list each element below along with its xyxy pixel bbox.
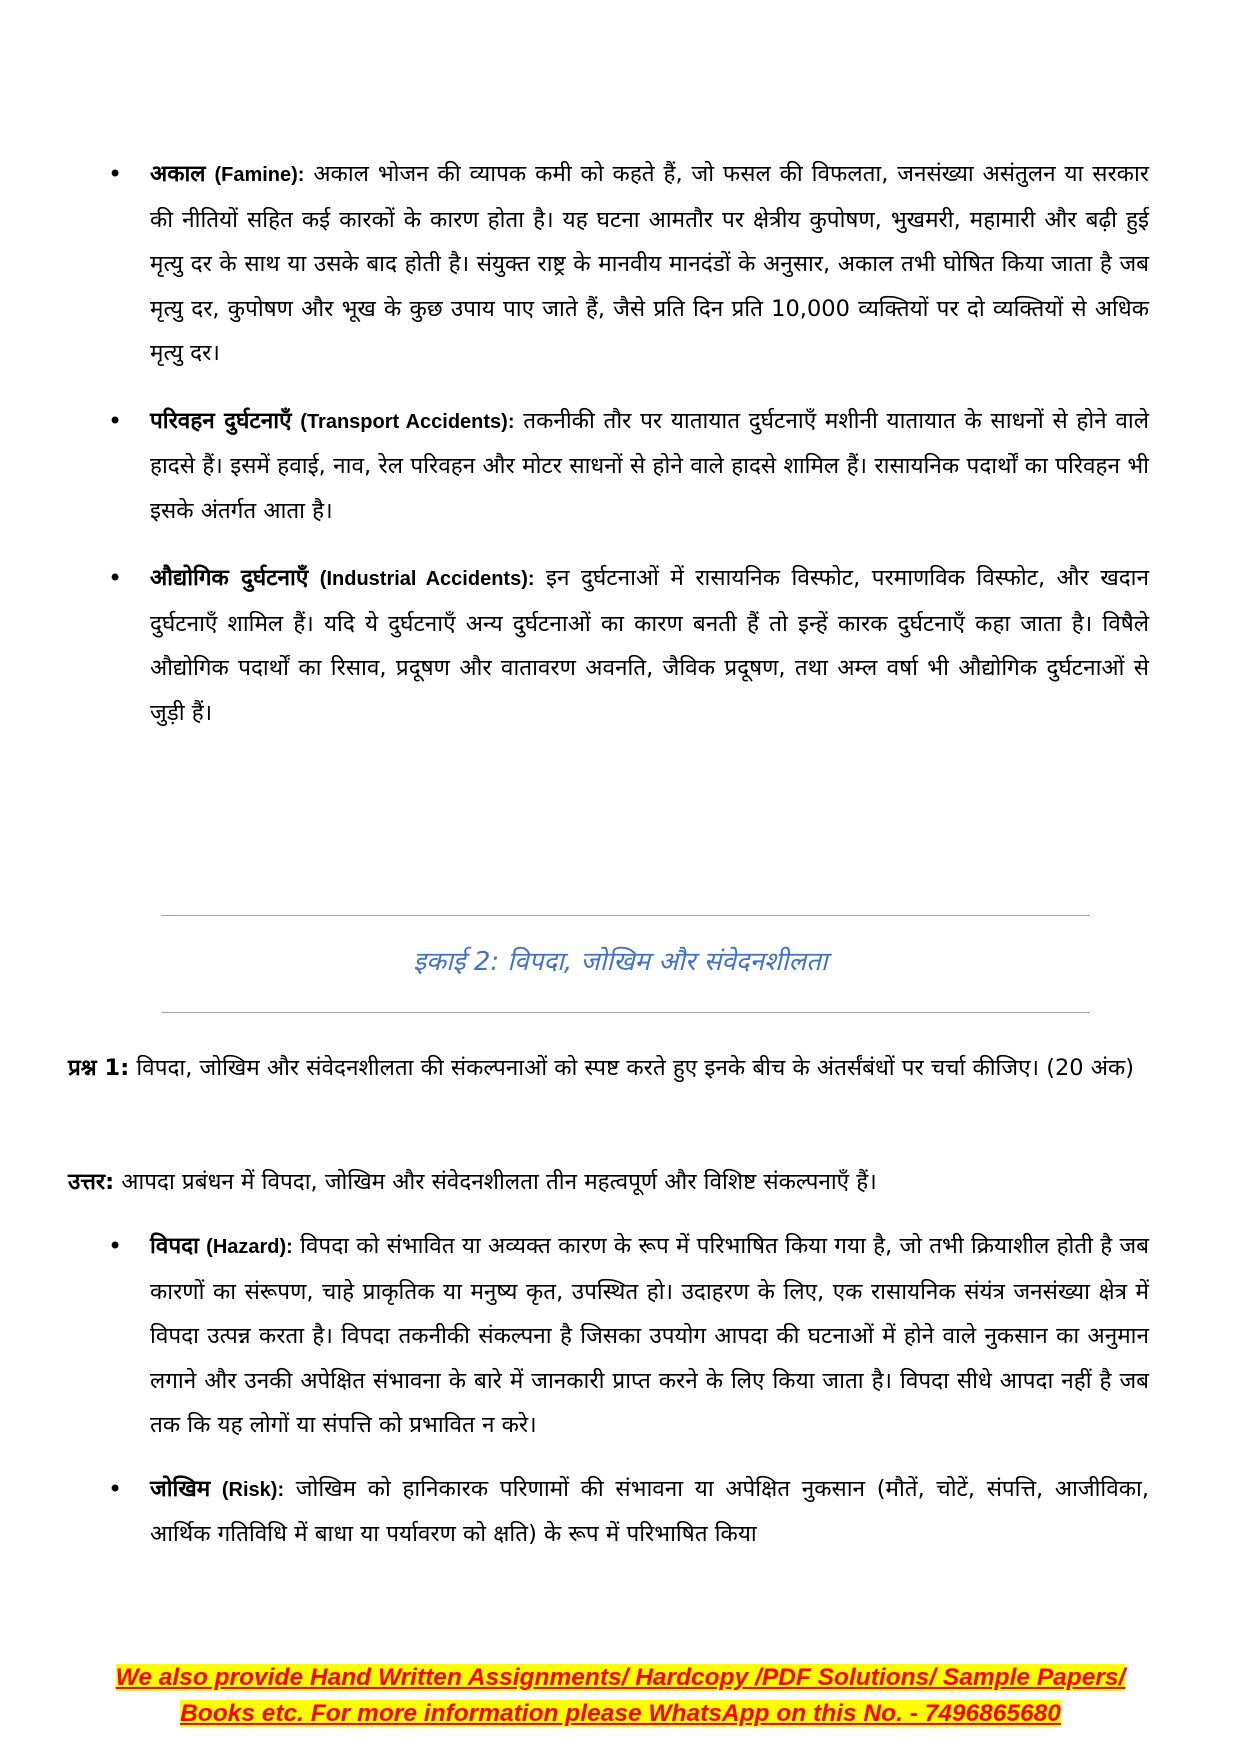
answer-text: आपदा प्रबंधन में विपदा, जोखिम और संवेदनशीलता तीन महत्वपूर्ण और विशिष्ट संकल्पनाएँ हैं। [114, 1169, 877, 1195]
paragraph-famine [150, 152, 1149, 376]
list-item-risk [0, 1467, 1241, 1557]
paragraph-text: अकाल भोजन की व्यापक कमी को कहते हैं, जो फसल की विफलता, जनसंख्या असंतुलन या सरकार की नीतियों सहित कई कारकों के कारण होता है। यह घटना आमतौर पर क्षेत्रीय कुपोषण, भुखमरी, महामारी और बढ़ी हुई मृत्यु दर के साथ या उसके बाद होती है। संयुक्त राष्ट्र के मानवीय मानदंडों के अनुसार, अकाल तभी घोषित किया जाता है जब मृत्यु दर, कुपोषण और भूख के कुछ उपाय पाए जाते हैं, जैसे प्रति दिन प्रति 10,000 व्यक्तियों पर दो व्यक्तियों से अधिक मृत्यु दर। [150, 161, 1149, 366]
list-item-transport-accidents [0, 399, 1241, 534]
term-english: (Famine): [214, 164, 305, 186]
question-paragraph [68, 1046, 1149, 1091]
promo-footer [0, 1660, 1241, 1732]
paragraph-hazard [150, 1224, 1149, 1448]
term-label: परिवहन दुर्घटनाएँ [150, 407, 292, 434]
bullet-icon: • [108, 406, 123, 435]
paragraph-text: इन दुर्घटनाओं में रासायनिक विस्फोट, परमाणविक विस्फोट, और खदान दुर्घटनाएँ शामिल हैं। यदि ये दुर्घटनाएँ अन्य दुर्घटनाओं का कारण बनती हैं तो इन्हें कारक दुर्घटनाएँ कहा जाता है। विषैले औद्योगिक पदार्थों का रिसाव, प्रदूषण और वातावरण अवनति, जैविक प्रदूषण, तथा अम्ल वर्षा भी औद्योगिक दुर्घटनाओं से जुड़ी हैं। [150, 565, 1149, 726]
bullet-list-concepts [0, 1224, 1241, 1576]
paragraph-text: तकनीकी तौर पर यातायात दुर्घटनाएँ मशीनी यातायात के साधनों से होने वाले हादसे हैं। इसमें हवाई, नाव, रेल परिवहन और मोटर साधनों से होने वाले हादसे शामिल हैं। रासायनिक पदार्थों का परिवहन भी इसके अंतर्गत आता है। [150, 407, 1150, 524]
heading-divider-bottom [162, 1012, 1090, 1013]
term-label: औद्योगिक दुर्घटनाएँ [150, 565, 309, 591]
paragraph-text: जोखिम को हानिकारक परिणामों की संभावना या अपेक्षित नुकसान (मौतें, चोटें, संपत्ति, आजीविका, आर्थिक गतिविधि में बाधा या पर्यावरण को क्षति) के रूप में परिभाषित किया [150, 1475, 1149, 1547]
unit-heading: इकाई 2: विपदा, जोखिम और संवेदनशीलता [413, 947, 828, 977]
paragraph-risk [150, 1467, 1149, 1557]
question-text: विपदा, जोखिम और संवेदनशीलता की संकल्पनाओं को स्पष्ट करते हुए इनके बीच के अंतर्संबंधों पर चर्चा कीजिए। (20 अंक) [129, 1055, 1135, 1081]
question-block [68, 1046, 1149, 1091]
term-label: विपदा [150, 1233, 199, 1259]
paragraph-text: विपदा को संभावित या अव्यक्त कारण के रूप में परिभाषित किया गया है, जो तभी क्रियाशील होती है जब कारणों का संरूपण, चाहे प्राकृतिक या मनुष्य कृत, उपस्थित हो। उदाहरण के लिए, एक रासायनिक संयंत्र जनसंख्या क्षेत्र में विपदा उत्पन्न करता है। विपदा तकनीकी संकल्पना है जिसका उपयोग आपदा की घटनाओं में होने वाले नुकसान का अनुमान लगाने और उनकी अपेक्षित संभावना के बारे में जानकारी प्राप्त करने के लिए किया जाता है। विपदा सीधे आपदा नहीं है जब तक कि यह लोगों या संपत्ति को प्रभावित न करे। [150, 1233, 1150, 1438]
footer-line-2: Books etc. For more information please WhatsApp on this No. - 7496865680 [180, 1700, 1061, 1727]
list-item-hazard [0, 1224, 1241, 1448]
bullet-icon: • [108, 1232, 123, 1260]
list-item-industrial-accidents [0, 556, 1241, 735]
list-item-famine [0, 152, 1241, 376]
paragraph-industrial-accidents [150, 556, 1149, 735]
answer-label: उत्तर: [68, 1169, 115, 1195]
term-english: (Hazard): [206, 1236, 293, 1258]
answer-paragraph [68, 1160, 1149, 1205]
question-label: प्रश्न 1: [68, 1055, 130, 1081]
bullet-list-disasters [0, 152, 1241, 758]
heading-divider-top [162, 915, 1090, 916]
answer-block [68, 1160, 1149, 1205]
term-english: (Transport Accidents): [300, 410, 515, 433]
bullet-icon: • [108, 1474, 123, 1503]
term-english: (Industrial Accidents): [319, 568, 535, 590]
paragraph-transport-accidents [150, 399, 1149, 534]
bullet-icon: • [108, 564, 123, 592]
term-label: जोखिम [150, 1475, 211, 1502]
footer-line-1: We also provide Hand Written Assignments/ Hardcopy /PDF Solutions/ Sample Papers/ [115, 1664, 1126, 1691]
term-label: अकाल [150, 161, 206, 187]
term-english: (Risk): [221, 1478, 285, 1501]
bullet-icon: • [108, 160, 123, 188]
